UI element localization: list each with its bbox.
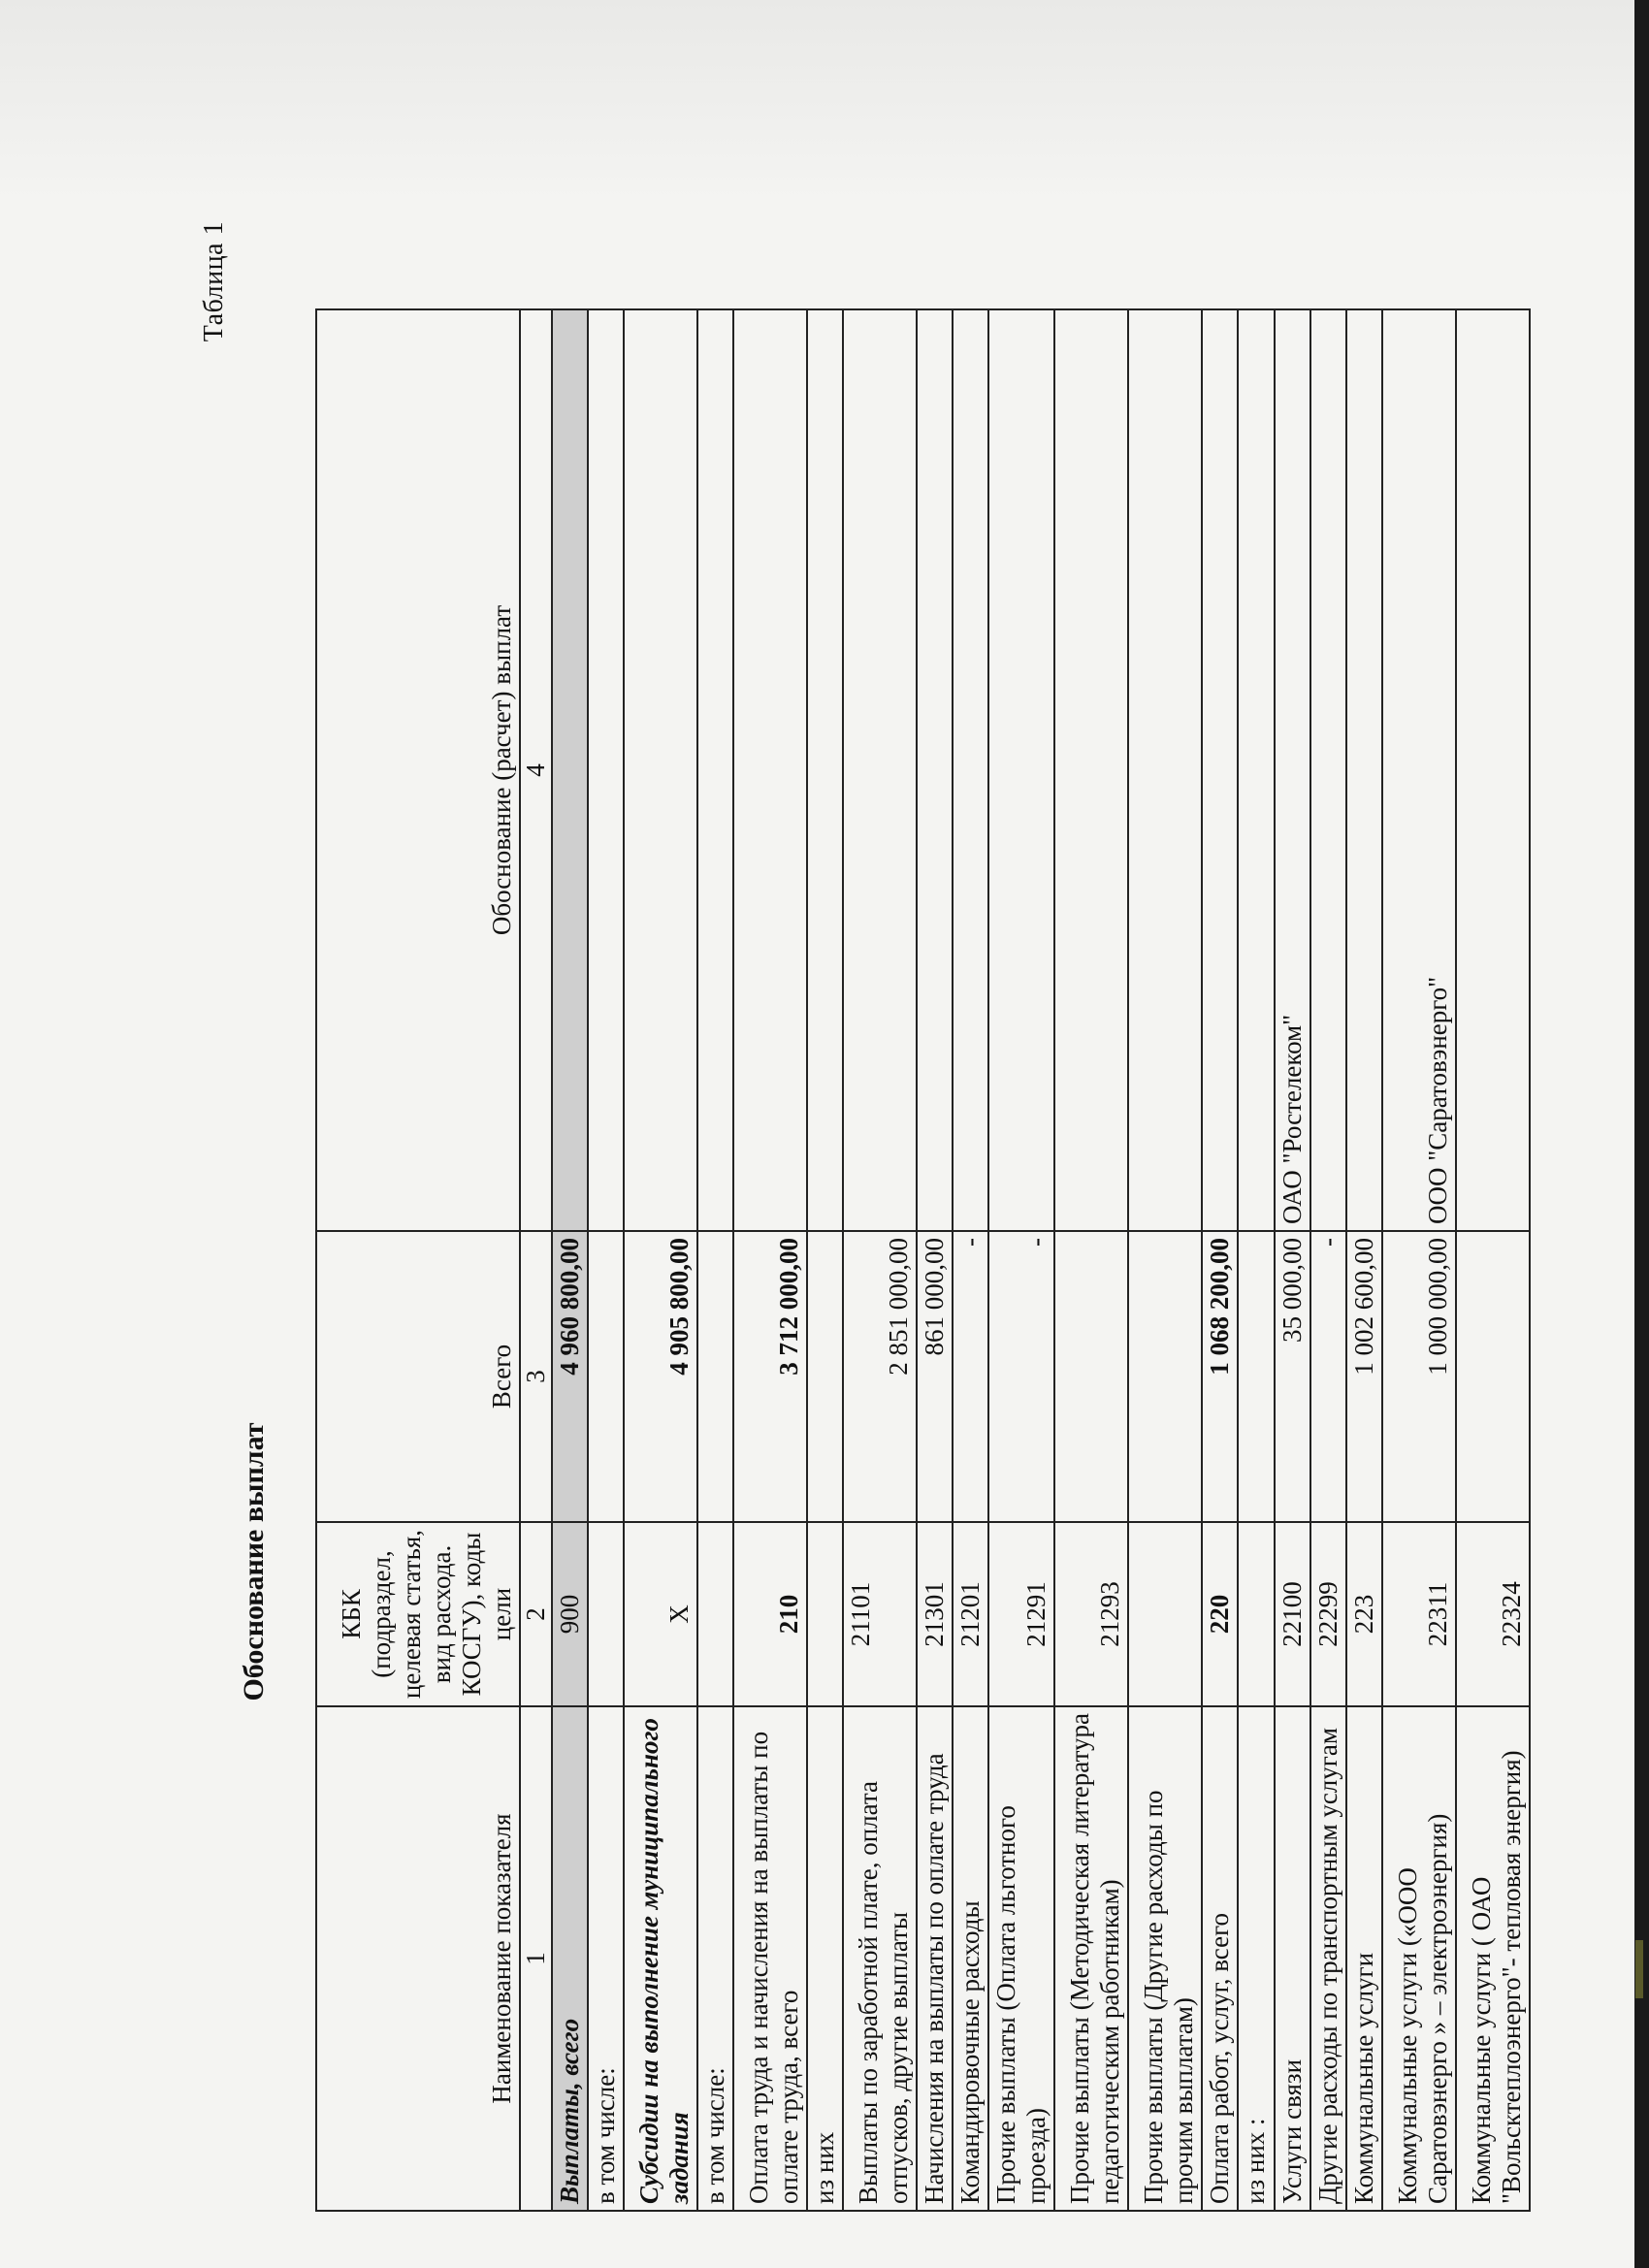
row-name: Коммунальные услуги ( ОАО "Вольсктеплоэнерго"- тепловая энергия) [1456,1706,1530,2211]
row-total: 35 000,00 [1275,1231,1310,1522]
row-name: Коммунальные услуги («ООО Саратовэнерго » – электроэнергия) [1382,1706,1456,2211]
row-name: Другие расходы по транспортным услугам [1310,1706,1346,2211]
table-row [624,309,697,2211]
row-total [697,1231,733,1522]
row-code [697,1522,733,1706]
table-row [917,309,953,2211]
row-code: 900 [552,1522,588,1706]
row-code: 22100 [1275,1522,1310,1706]
row-basis [988,309,1054,1231]
table-row [697,309,733,2211]
column-number: 3 [520,1231,552,1522]
row-basis: ООО "Саратовэнерго" [1382,309,1456,1231]
table-row [953,309,988,2211]
scan-edge-mark [1635,1940,1643,1998]
table-row [807,309,843,2211]
row-code: 22311 [1382,1522,1456,1706]
row-code: 220 [1202,1522,1238,1706]
row-basis [843,309,917,1231]
row-total [807,1231,843,1522]
row-code: 210 [733,1522,807,1706]
row-total: 861 000,00 [917,1231,953,1522]
row-basis [953,309,988,1231]
row-name: Услуги связи [1275,1706,1310,2211]
table-row [1310,309,1346,2211]
table-row [1238,309,1274,2211]
row-total: 2 851 000,00 [843,1231,917,1522]
row-name: из них [807,1706,843,2211]
row-basis [552,309,588,1231]
row-name: Прочие выплаты (Оплата льготного проезда) [988,1706,1054,2211]
row-basis [1456,309,1530,1231]
row-name: Оплата работ, услуг, всего [1202,1706,1238,2211]
row-code: 21301 [917,1522,953,1706]
row-code: X [624,1522,697,1706]
row-code [807,1522,843,1706]
row-name: Командировочные расходы [953,1706,988,2211]
row-name: Субсидии на выполнение муниципального задания [624,1706,697,2211]
row-code: 21101 [843,1522,917,1706]
row-code: 21293 [1054,1522,1128,1706]
header-basis: Обоснование (расчет) выплат [316,309,520,1231]
row-name: Оплата труда и начисления на выплаты по оплате труда, всего [733,1706,807,2211]
row-name: Выплаты по заработной плате, оплата отпусков, другие выплаты [843,1706,917,2211]
document-title: Обоснование выплат [238,1422,270,1701]
row-code: 22299 [1310,1522,1346,1706]
table-row [552,309,588,2211]
row-total [1238,1231,1274,1522]
row-name: в том числе: [697,1706,733,2211]
table-row [1202,309,1238,2211]
row-basis [697,309,733,1231]
row-name: Выплаты, всего [552,1706,588,2211]
row-name: Прочие выплаты (Другие расходы по прочим выплатам) [1128,1706,1202,2211]
table-row [1382,309,1456,2211]
row-basis [1238,309,1274,1231]
row-code: 223 [1346,1522,1382,1706]
row-basis [1054,309,1128,1231]
row-total [588,1231,624,1522]
row-total: 3 712 000,00 [733,1231,807,1522]
column-number-row [520,309,552,2211]
row-code: 21201 [953,1522,988,1706]
row-code: 21291 [988,1522,1054,1706]
row-code [588,1522,624,1706]
row-name: Прочие выплаты (Методическая литература педагогическим работникам) [1054,1706,1128,2211]
table-row [1128,309,1202,2211]
row-total [1456,1231,1530,1522]
table-row [588,309,624,2211]
payments-table [315,308,1531,2212]
row-total: 1 002 600,00 [1346,1231,1382,1522]
row-total [1128,1231,1202,1522]
row-code [1238,1522,1274,1706]
row-basis: ОАО "Ростелеком" [1275,309,1310,1231]
row-total: 1 068 200,00 [1202,1231,1238,1522]
row-name: в том числе: [588,1706,624,2211]
table-row [1456,309,1530,2211]
row-total: 4 960 800,00 [552,1231,588,1522]
row-total: - [953,1231,988,1522]
column-number: 2 [520,1522,552,1706]
row-basis [917,309,953,1231]
row-name: из них : [1238,1706,1274,2211]
row-name: Начисления на выплаты по оплате труда [917,1706,953,2211]
table-number-label: Таблица 1 [199,221,229,342]
page-edge-shadow [0,0,1634,204]
header-code: КБК (подраздел, целевая статья, вид расхода. КОСГУ), коды цели [316,1522,520,1706]
row-total [1054,1231,1128,1522]
table-row [1346,309,1382,2211]
rotated-document [199,213,1615,2212]
row-total: 1 000 000,00 [1382,1231,1456,1522]
table-row [1054,309,1128,2211]
row-basis [1202,309,1238,1231]
row-basis [807,309,843,1231]
row-basis [1310,309,1346,1231]
header-total: Всего [316,1231,520,1522]
column-number: 4 [520,309,552,1231]
table-row [1275,309,1310,2211]
row-code [1128,1522,1202,1706]
row-basis [1128,309,1202,1231]
table-row [733,309,807,2211]
row-basis [624,309,697,1231]
column-number: 1 [520,1706,552,2211]
row-total: 4 905 800,00 [624,1231,697,1522]
header-name: Наименование показателя [316,1706,520,2211]
row-basis [733,309,807,1231]
row-basis [588,309,624,1231]
table-row [843,309,917,2211]
row-total: - [1310,1231,1346,1522]
row-code: 22324 [1456,1522,1530,1706]
row-total: - [988,1231,1054,1522]
row-name: Коммунальные услуги [1346,1706,1382,2211]
header-row [316,309,520,2211]
row-basis [1346,309,1382,1231]
table-row [988,309,1054,2211]
